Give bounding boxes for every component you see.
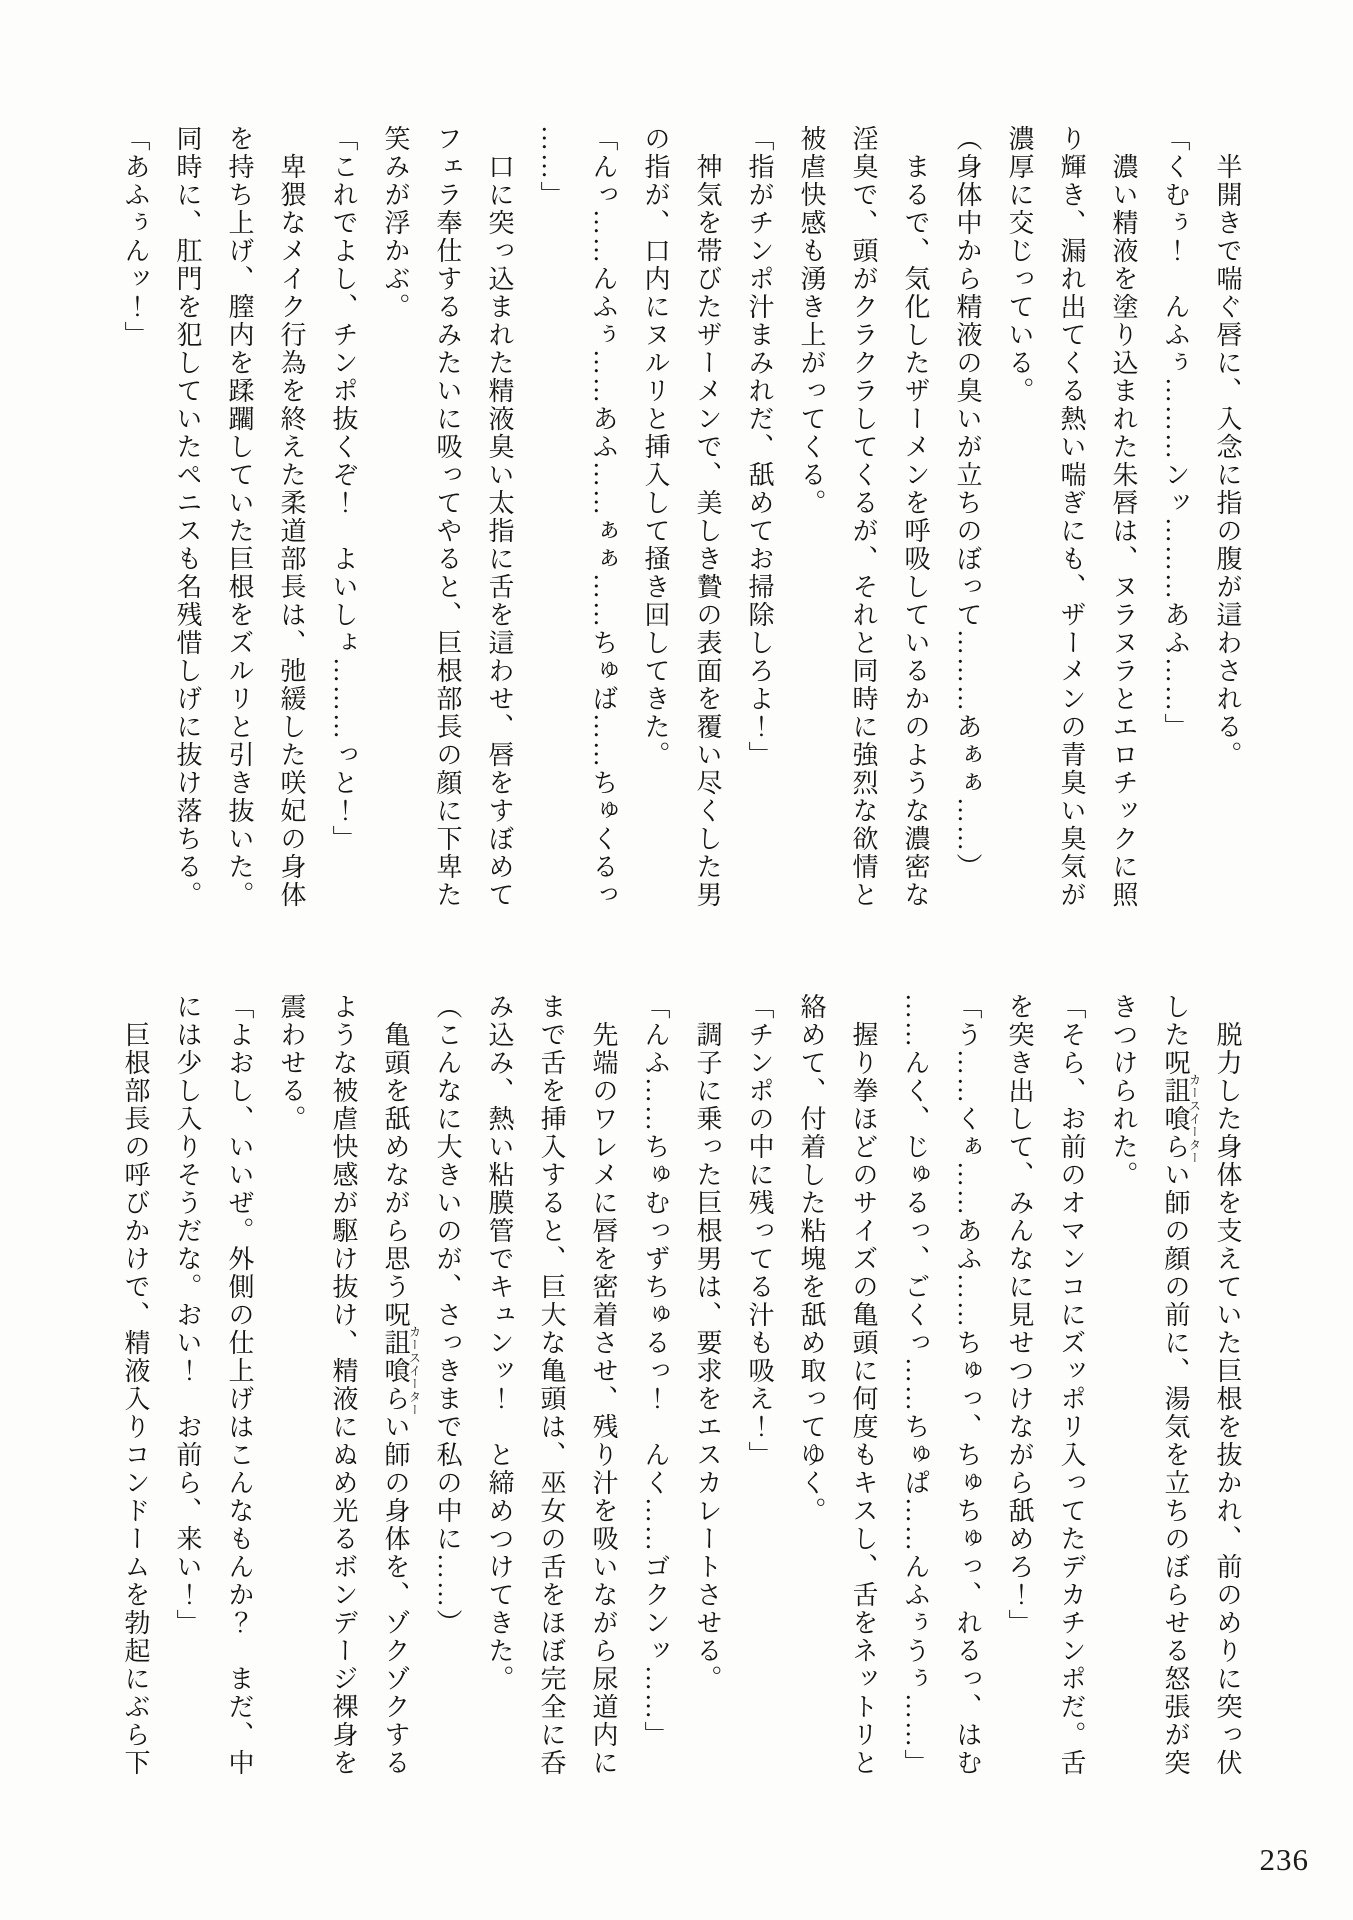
text-column: 「指がチンポ汁まみれだ、舐めてお掃除しろよ！」 bbox=[745, 125, 774, 769]
text-column: 淫臭で、頭がクラクラしてくるが、それと同時に強烈な欲情と bbox=[849, 125, 878, 909]
text-column: 卑猥なメイク行為を終えた柔道部長は、弛緩した咲妃の身体 bbox=[277, 125, 306, 909]
text-column: 「んっ……んふぅ……あふ……ぁぁ……ちゅば……ちゅくるっ bbox=[589, 125, 618, 909]
text-column: 笑みが浮かぶ。 bbox=[381, 125, 410, 321]
text-column: 絡めて、付着した粘塊を舐め取ってゆく。 bbox=[797, 993, 826, 1525]
ruby-annotation: 呪詛喰らいカースイーター bbox=[1161, 1049, 1202, 1189]
text-column: 脱力した身体を支えていた巨根を抜かれ、前のめりに突っ伏 bbox=[1213, 993, 1242, 1777]
text-column: には少し入りそうだな。おい！ お前ら、来い！」 bbox=[173, 993, 202, 1637]
text-column: 先端のワレメに唇を密着させ、残り汁を吸いながら尿道内に bbox=[589, 993, 618, 1777]
text-column: 同時に、肛門を犯していたペニスも名残惜しげに抜け落ちる。 bbox=[173, 125, 202, 909]
text-column: ……んく、じゅるっ、ごくっ……ちゅぱ……んふぅうぅ……」 bbox=[901, 993, 930, 1777]
text-column: 「あふぅんッ！」 bbox=[121, 125, 150, 349]
text-column: 濃厚に交じっている。 bbox=[1005, 125, 1034, 405]
text-column: 「チンポの中に残ってる汁も吸え！」 bbox=[745, 993, 774, 1469]
text-column: した呪詛喰らいカースイーター師の顔の前に、湯気を立ちのぼらせる怒張が突 bbox=[1161, 993, 1202, 1777]
text-column: 神気を帯びたザーメンで、美しき贄の表面を覆い尽くした男 bbox=[693, 125, 722, 909]
text-column: 被虐快感も湧き上がってくる。 bbox=[797, 125, 826, 517]
text-column: まるで、気化したザーメンを呼吸しているかのような濃密な bbox=[901, 125, 930, 909]
text-column: 口に突っ込まれた精液臭い太指に舌を這わせ、唇をすぼめて bbox=[485, 125, 514, 909]
text-column: を突き出して、みんなに見せつけながら舐めろ！」 bbox=[1005, 993, 1034, 1637]
text-column: の指が、口内にヌルリと挿入して掻き回してきた。 bbox=[641, 125, 670, 769]
text-column: 「くむぅ！ んふぅ………ンッ………あふ……」 bbox=[1161, 125, 1190, 741]
bottom-text-block bbox=[109, 993, 1253, 1813]
text-column: きつけられた。 bbox=[1109, 993, 1138, 1189]
page-number: 236 bbox=[1259, 1842, 1309, 1877]
text-column: 巨根部長の呼びかけで、精液入りコンドームを勃起にぶら下 bbox=[121, 993, 150, 1777]
text-column: 「よおし、いいぜ。外側の仕上げはこんなもんか？ まだ、中 bbox=[225, 993, 254, 1777]
text-column: まで舌を挿入すると、巨大な亀頭は、巫女の舌をほぼ完全に呑 bbox=[537, 993, 566, 1777]
top-text-block bbox=[109, 125, 1253, 945]
text-column: 握り拳ほどのサイズの亀頭に何度もキスし、舌をネットリと bbox=[849, 993, 878, 1777]
text-column: 震わせる。 bbox=[277, 993, 306, 1133]
text-column: ような被虐快感が駆け抜け、精液にぬめ光るボンデージ裸身を bbox=[329, 993, 358, 1777]
text-column: り輝き、漏れ出てくる熱い喘ぎにも、ザーメンの青臭い臭気が bbox=[1057, 125, 1086, 909]
text-column: 半開きで喘ぐ唇に、入念に指の腹が這わされる。 bbox=[1213, 125, 1242, 769]
text-column: 調子に乗った巨根男は、要求をエスカレートさせる。 bbox=[693, 993, 722, 1693]
text-column: 亀頭を舐めながら思う呪詛喰らいカースイーター師の身体を、ゾクゾクする bbox=[381, 993, 422, 1777]
text-column: 「う……くぁ……あふ……ちゅっ、ちゅちゅっ、れるっ、はむ bbox=[953, 993, 982, 1777]
text-column: フェラ奉仕するみたいに吸ってやると、巨根部長の顔に下卑た bbox=[433, 125, 462, 909]
text-column: 「んふ……ちゅむっずちゅるっ！ んく……ゴクンッ……」 bbox=[641, 993, 670, 1749]
text-column: を持ち上げ、膣内を蹂躙していた巨根をズルリと引き抜いた。 bbox=[225, 125, 254, 909]
text-column: ……」 bbox=[537, 125, 566, 209]
text-column: 濃い精液を塗り込まれた朱唇は、ヌラヌラとエロチックに照 bbox=[1109, 125, 1138, 909]
text-column: （身体中から精液の臭いが立ちのぼって………あぁぁ……） bbox=[953, 125, 982, 881]
text-column: （こんなに大きいのが、さっきまで私の中に……） bbox=[433, 993, 462, 1637]
text-column: 「これでよし、チンポ抜くぞ！ よいしょ………っと！」 bbox=[329, 125, 358, 853]
text-column: 「そら、お前のオマンコにズッポリ入ってたデカチンポだ。舌 bbox=[1057, 993, 1086, 1777]
ruby-annotation: 呪詛喰らいカースイーター bbox=[381, 1301, 422, 1441]
text-column: み込み、熱い粘膜管でキュンッ！ と締めつけてきた。 bbox=[485, 993, 514, 1693]
